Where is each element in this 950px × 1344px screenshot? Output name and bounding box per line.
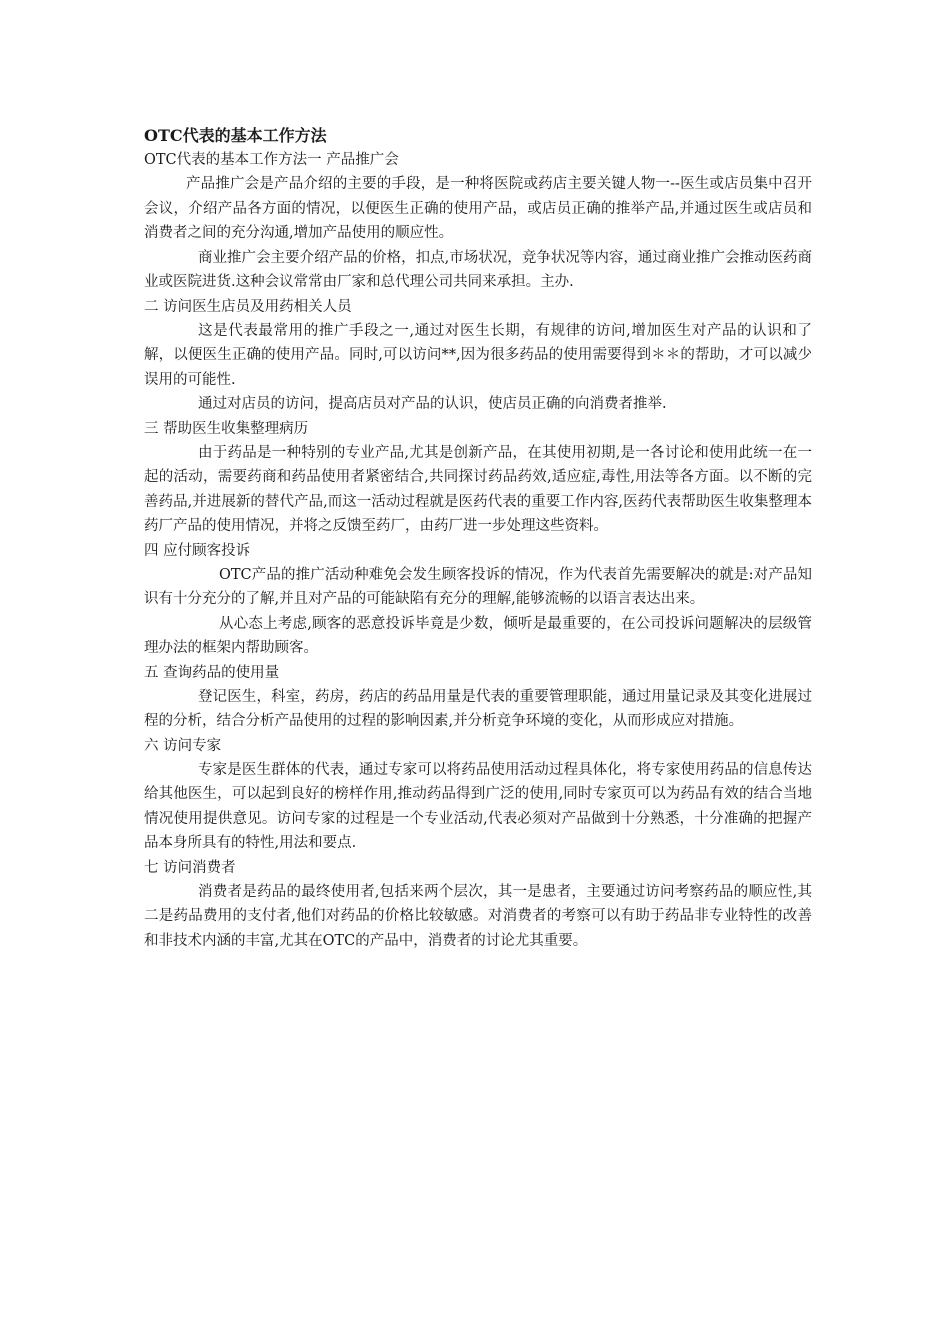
body-paragraph: 这是代表最常用的推广手段之一,通过对医生长期，有规律的访问,增加医生对产品的认识和了解，以便医生正确的使用产品。同时,可以访问**,因为很多药品的使用需要得到＊＊的帮助，才可以减少误用的可能性. (144, 322, 812, 388)
body-paragraph: 通过对店员的访问，提高店员对产品的认识，使店员正确的向消费者推举. (198, 396, 667, 412)
body-paragraph: 登记医生，科室，药房，药店的药品用量是代表的重要管理职能，通过用量记录及其变化进展过程的分析，结合分析产品使用的过程的影响因素,并分析竞争环境的变化，从而形成应对措施。 (144, 688, 812, 729)
section-heading: 六 访问专家 (144, 737, 222, 754)
body-paragraph: 商业推广会主要介绍产品的价格，扣点,市场状况，竞争状况等内容，通过商业推广会推动医药商业或医院进货.这种会议常常由厂家和总代理公司共同来承担。主办. (144, 249, 812, 290)
document-title: OTC代表的基本工作方法 (144, 126, 327, 145)
section-heading: 三 帮助医生收集整理病历 (144, 420, 309, 437)
section-heading: 五 查询药品的使用量 (144, 664, 280, 681)
body-paragraph: 消费者是药品的最终使用者,包括来两个层次，其一是患者，主要通过访问考察药品的顺应性,其二是药品费用的支付者,他们对药品的价格比较敏感。对消费者的考察可以有助于药品非专业特性的改善和非技术内涵的丰富,尤其在OTC的产品中，消费者的讨论尤其重要。 (144, 883, 812, 949)
section-heading-product-promotion: OTC代表的基本工作方法一 产品推广会 (144, 152, 399, 168)
section-heading: 二 访问医生店员及用药相关人员 (144, 298, 352, 315)
body-paragraph: 从心态上考虑,顾客的恶意投诉毕竟是少数，倾听是最重要的，在公司投诉问题解决的层级管理办法的框架内帮助顾客。 (144, 615, 812, 656)
body-paragraph: OTC产品的推广活动种难免会发生顾客投诉的情况，作为代表首先需要解决的就是:对产品知识有十分充分的了解,并且对产品的可能缺陷有充分的理解,能够流畅的以语言表达出来。 (144, 566, 812, 607)
body-paragraph: 专家是医生群体的代表，通过专家可以将药品使用活动过程具体化，将专家使用药品的信息传达给其他医生，可以起到良好的榜样作用,推动药品得到广泛的使用,同时专家页可以为药品有效的结合当地情况使用提供意见。访问专家的过程是一个专业活动,代表必须对产品做到十分熟悉，十分准确的把握产品本身所具有的特性,用法和要点. (144, 761, 812, 851)
section-heading: 四 应付顾客投诉 (144, 542, 251, 559)
document-body (144, 124, 812, 953)
body-paragraph: 由于药品是一种特别的专业产品,尤其是创新产品，在其使用初期,是一各讨论和使用此统一在一起的活动，需要药商和药品使用者紧密结合,共同探讨药品药效,适应症,毒性,用法等各方面。以不断的完善药品,并进展新的替代产品,而这一活动过程就是医药代表的重要工作内容,医药代表帮助医生收集整理本药厂产品的使用情况，并将之反馈至药厂，由药厂进一步处理这些资料。 (144, 444, 812, 534)
section-heading: 七 访问消费者 (144, 859, 236, 876)
body-paragraph: 产品推广会是产品介绍的主要的手段，是一种将医院或药店主要关键人物一--医生或店员集中召开会议，介绍产品各方面的情况，以便医生正确的使用产品，或店员正确的推举产品,并通过医生或店员和消费者之间的充分沟通,增加产品使用的顺应性。 (144, 176, 812, 241)
